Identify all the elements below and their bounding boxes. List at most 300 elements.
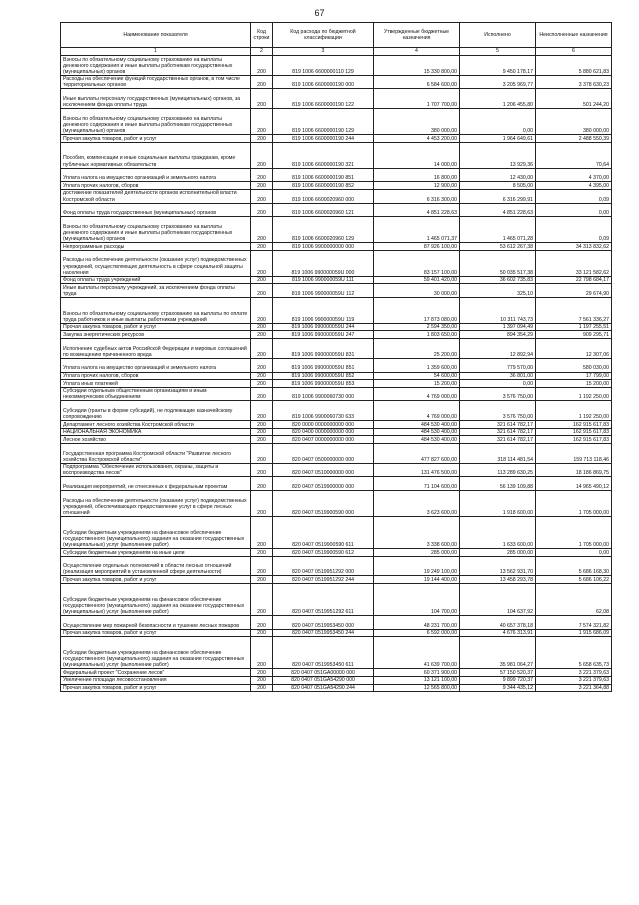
row-executed-cell: 1 964 649,61 xyxy=(460,135,536,143)
row-name-cell: Субсидии отдельным общественным организациям и иным некоммерческим объединениям xyxy=(61,387,251,401)
row-name-cell: Субсидии бюджетным учреждениям на финансовое обеспечение государственного (муниципального) задания на оказание государственных (муниципальных) услуг (выполнение работ) xyxy=(61,637,251,669)
table-row xyxy=(61,387,612,401)
row-unexecuted-cell: 5 658 635,73 xyxy=(536,637,612,669)
row-line-code-cell: 200 xyxy=(251,189,273,203)
row-executed-cell: 321 614 782,17 xyxy=(460,436,536,444)
row-executed-cell: 894 354,29 xyxy=(460,331,536,339)
table-row xyxy=(61,401,612,421)
row-executed-cell: 12 892,94 xyxy=(460,339,536,359)
row-executed-cell: 3 576 750,00 xyxy=(460,401,536,421)
row-approved-cell: 6 592 000,00 xyxy=(374,629,460,637)
row-approved-cell: 1 707 700,00 xyxy=(374,89,460,109)
row-line-code-cell: 200 xyxy=(251,109,273,135)
row-name-cell: Взносы по обязательному социальному страхованию на выплаты денежного содержания и иные выплаты работникам государственных (муниципальных) органов xyxy=(61,109,251,135)
row-budget-code-cell: 820 0407 051GA54290 244 xyxy=(273,684,374,692)
table-row xyxy=(61,331,612,339)
row-approved-cell: 484 530 400,00 xyxy=(374,436,460,444)
table-row xyxy=(61,203,612,217)
table-row xyxy=(61,549,612,557)
row-executed-cell: 1 918 600,00 xyxy=(460,491,536,517)
table-row xyxy=(61,576,612,584)
row-unexecuted-cell: 162 915 617,83 xyxy=(536,421,612,429)
row-executed-cell: 13 562 931,70 xyxy=(460,556,536,576)
row-budget-code-cell: 819 1006 990000059U 831 xyxy=(273,339,374,359)
table-row xyxy=(61,56,612,76)
row-line-code-cell: 200 xyxy=(251,629,273,637)
row-line-code-cell: 200 xyxy=(251,421,273,429)
table-row xyxy=(61,168,612,182)
row-executed-cell: 113 289 630,25 xyxy=(460,463,536,477)
table-row xyxy=(61,276,612,284)
table-row xyxy=(61,676,612,684)
row-budget-code-cell: 819 1006 9900060730 000 xyxy=(273,387,374,401)
column-index: 3 xyxy=(273,48,374,56)
row-budget-code-cell: 820 0407 051GA54290 000 xyxy=(273,676,374,684)
table-row xyxy=(61,109,612,135)
column-index: 2 xyxy=(251,48,273,56)
row-executed-cell: 50 035 517,38 xyxy=(460,250,536,276)
row-line-code-cell: 200 xyxy=(251,56,273,76)
page-number: 67 xyxy=(314,8,325,18)
row-budget-code-cell: 819 1006 990000059U 000 xyxy=(273,250,374,276)
row-executed-cell: 53 612 267,38 xyxy=(460,243,536,251)
row-name-cell: Расходы на обеспечение деятельности (оказание услуг) подведомственных учреждений, осуществляющих деятельность в сфере социальной защиты населения xyxy=(61,250,251,276)
row-line-code-cell: 200 xyxy=(251,75,273,89)
row-name-cell: Субсидии (гранты в форме субсидий), не подлежащие казначейскому сопровождению xyxy=(61,401,251,421)
row-name-cell: Взносы по обязательному социальному страхованию на выплаты денежного содержания и иные выплаты работникам государственных (муниципальных) органов xyxy=(61,56,251,76)
row-line-code-cell: 200 xyxy=(251,477,273,491)
budget-execution-table xyxy=(60,22,612,692)
table-row xyxy=(61,372,612,380)
row-line-code-cell: 200 xyxy=(251,250,273,276)
row-approved-cell: 59 401 420,00 xyxy=(374,276,460,284)
row-unexecuted-cell: 3 221 379,63 xyxy=(536,676,612,684)
row-executed-cell: 321 614 782,17 xyxy=(460,428,536,436)
row-budget-code-cell: 820 0407 0519951292 611 xyxy=(273,584,374,616)
table-row xyxy=(61,556,612,576)
row-name-cell: Осуществление отдельных полномочий в области лесных отношений (реализация мероприятий в установленной сфере деятельности) xyxy=(61,556,251,576)
row-budget-code-cell: 819 1006 6600000190 122 xyxy=(273,89,374,109)
row-approved-cell: 131 476 500,00 xyxy=(374,463,460,477)
row-unexecuted-cell: 5 880 621,83 xyxy=(536,56,612,76)
row-unexecuted-cell: 159 713 118,46 xyxy=(536,443,612,463)
column-index: 4 xyxy=(374,48,460,56)
row-unexecuted-cell: 4 370,00 xyxy=(536,168,612,182)
table-row xyxy=(61,584,612,616)
row-approved-cell: 19 249 100,00 xyxy=(374,556,460,576)
row-budget-code-cell: 820 0407 0519900590 000 xyxy=(273,491,374,517)
row-budget-code-cell: 819 1006 990000059U 247 xyxy=(273,331,374,339)
row-unexecuted-cell: 3 221 364,88 xyxy=(536,684,612,692)
row-line-code-cell: 200 xyxy=(251,463,273,477)
row-unexecuted-cell: 1 705 000,00 xyxy=(536,517,612,549)
row-unexecuted-cell: 0,09 xyxy=(536,217,612,243)
row-name-cell: Департамент лесного хозяйства Костромской области xyxy=(61,421,251,429)
row-name-cell: Прочая закупка товаров, работ и услуг xyxy=(61,135,251,143)
row-unexecuted-cell: 22 798 684,17 xyxy=(536,276,612,284)
row-line-code-cell: 200 xyxy=(251,436,273,444)
table-row xyxy=(61,182,612,190)
row-name-cell: Реализация мероприятий, не отнесенных к федеральным проектам xyxy=(61,477,251,491)
row-executed-cell: 1 206 455,80 xyxy=(460,89,536,109)
row-budget-code-cell: 819 1006 990000059U 851 xyxy=(273,358,374,372)
row-executed-cell: 285 000,00 xyxy=(460,549,536,557)
row-approved-cell: 12 900,00 xyxy=(374,182,460,190)
row-approved-cell: 285 000,00 xyxy=(374,549,460,557)
row-budget-code-cell: 820 0407 0519953450 611 xyxy=(273,637,374,669)
row-executed-cell: 36 801,00 xyxy=(460,372,536,380)
row-executed-cell: 321 614 782,17 xyxy=(460,421,536,429)
row-budget-code-cell: 820 0407 0519900590 611 xyxy=(273,517,374,549)
row-unexecuted-cell: 1 192 250,00 xyxy=(536,387,612,401)
row-line-code-cell: 200 xyxy=(251,387,273,401)
row-name-cell: Уплата прочих налогов, сборов xyxy=(61,182,251,190)
table-row xyxy=(61,629,612,637)
row-name-cell: Расходы на обеспечение деятельности (оказание услуг) подведомственных учреждений, обеспечивающих предоставление услуг в сфере лесных отношений xyxy=(61,491,251,517)
row-line-code-cell: 200 xyxy=(251,276,273,284)
row-budget-code-cell: 819 1006 990000059U 112 xyxy=(273,284,374,298)
row-approved-cell: 41 639 700,00 xyxy=(374,637,460,669)
table-header-row xyxy=(61,23,612,48)
row-name-cell: Осуществление мер пожарной безопасности и тушение лесных пожаров xyxy=(61,616,251,630)
table-row xyxy=(61,477,612,491)
row-executed-cell: 6 316 299,91 xyxy=(460,189,536,203)
row-unexecuted-cell: 3 221 379,63 xyxy=(536,669,612,677)
row-name-cell: Взносы по обязательному социальному страхованию на выплаты денежного содержания и иные выплаты работникам государственных (муниципальных) органов xyxy=(61,217,251,243)
row-approved-cell: 380 000,00 xyxy=(374,109,460,135)
row-name-cell: Расходы на обеспечение функций государственных органов, в том числе территориальных органов xyxy=(61,75,251,89)
row-approved-cell: 17 873 080,00 xyxy=(374,297,460,323)
row-approved-cell: 3 338 600,00 xyxy=(374,517,460,549)
row-executed-cell: 1 633 600,00 xyxy=(460,517,536,549)
row-budget-code-cell: 820 0407 0519953450 244 xyxy=(273,629,374,637)
row-unexecuted-cell: 380 000,00 xyxy=(536,109,612,135)
row-unexecuted-cell: 14 965 490,12 xyxy=(536,477,612,491)
row-approved-cell: 484 530 400,00 xyxy=(374,421,460,429)
table-row xyxy=(61,358,612,372)
row-unexecuted-cell: 5 686 106,22 xyxy=(536,576,612,584)
row-executed-cell: 13 929,36 xyxy=(460,142,536,168)
row-name-cell: Фонд оплаты труда государственных (муниципальных) органов xyxy=(61,203,251,217)
row-budget-code-cell: 820 0407 0510000000 000 xyxy=(273,463,374,477)
row-unexecuted-cell: 1 197 255,51 xyxy=(536,323,612,331)
row-unexecuted-cell: 580 030,00 xyxy=(536,358,612,372)
row-budget-code-cell: 819 1006 6600020960 000 xyxy=(273,189,374,203)
row-unexecuted-cell: 1 915 686,09 xyxy=(536,629,612,637)
row-executed-cell: 4 851 228,63 xyxy=(460,203,536,217)
row-approved-cell: 1 359 600,00 xyxy=(374,358,460,372)
row-budget-code-cell: 820 0407 0519951292 244 xyxy=(273,576,374,584)
row-line-code-cell: 200 xyxy=(251,669,273,677)
table-row xyxy=(61,669,612,677)
row-approved-cell: 83 157 100,00 xyxy=(374,250,460,276)
row-executed-cell: 36 602 735,83 xyxy=(460,276,536,284)
row-line-code-cell: 200 xyxy=(251,182,273,190)
table-row xyxy=(61,463,612,477)
row-approved-cell: 16 800,00 xyxy=(374,168,460,182)
row-unexecuted-cell: 17 799,00 xyxy=(536,372,612,380)
row-line-code-cell: 200 xyxy=(251,203,273,217)
row-name-cell: Иные выплаты персоналу государственных (муниципальных) органов, за исключением фонда оплаты труда xyxy=(61,89,251,109)
row-approved-cell: 4 769 000,00 xyxy=(374,387,460,401)
column-index: 1 xyxy=(61,48,251,56)
header-indicator-name: Наименование показателя xyxy=(61,23,251,48)
table-row xyxy=(61,217,612,243)
row-budget-code-cell: 820 0407 0500000000 000 xyxy=(273,443,374,463)
row-budget-code-cell: 820 0400 0000000000 000 xyxy=(273,428,374,436)
table-row xyxy=(61,616,612,630)
row-executed-cell: 10 311 743,73 xyxy=(460,297,536,323)
row-unexecuted-cell: 5 686 168,30 xyxy=(536,556,612,576)
table-row xyxy=(61,89,612,109)
row-executed-cell: 56 139 109,88 xyxy=(460,477,536,491)
row-approved-cell: 2 594 350,00 xyxy=(374,323,460,331)
table-row xyxy=(61,443,612,463)
row-approved-cell: 13 121 100,00 xyxy=(374,676,460,684)
row-unexecuted-cell: 2 488 550,39 xyxy=(536,135,612,143)
row-approved-cell: 48 231 700,00 xyxy=(374,616,460,630)
row-executed-cell: 318 114 481,54 xyxy=(460,443,536,463)
row-line-code-cell: 200 xyxy=(251,443,273,463)
row-line-code-cell: 200 xyxy=(251,428,273,436)
row-name-cell: Закупка энергетических ресурсов xyxy=(61,331,251,339)
row-budget-code-cell: 819 1006 6600000190 129 xyxy=(273,109,374,135)
row-line-code-cell: 200 xyxy=(251,142,273,168)
row-line-code-cell: 200 xyxy=(251,491,273,517)
row-budget-code-cell: 819 1006 9900060730 633 xyxy=(273,401,374,421)
row-approved-cell: 1 465 071,37 xyxy=(374,217,460,243)
row-budget-code-cell: 820 0407 0519951292 000 xyxy=(273,556,374,576)
table-row xyxy=(61,436,612,444)
row-budget-code-cell: 819 1006 6600020960 129 xyxy=(273,217,374,243)
row-approved-cell: 484 530 400,00 xyxy=(374,428,460,436)
table-row xyxy=(61,135,612,143)
row-line-code-cell: 200 xyxy=(251,89,273,109)
row-executed-cell: 35 981 064,27 xyxy=(460,637,536,669)
row-line-code-cell: 200 xyxy=(251,616,273,630)
table-row xyxy=(61,284,612,298)
row-executed-cell: 1 465 071,28 xyxy=(460,217,536,243)
row-unexecuted-cell: 0,09 xyxy=(536,189,612,203)
table-row xyxy=(61,380,612,388)
row-budget-code-cell: 820 0407 0519953450 000 xyxy=(273,616,374,630)
row-name-cell: Подпрограмма "Обеспечение использования, охраны, защиты и воспроизводства лесов" xyxy=(61,463,251,477)
row-budget-code-cell: 819 1006 6600000190 321 xyxy=(273,142,374,168)
table-row xyxy=(61,243,612,251)
row-approved-cell: 15 330 800,00 xyxy=(374,56,460,76)
row-executed-cell: 9 450 178,17 xyxy=(460,56,536,76)
row-unexecuted-cell: 501 244,20 xyxy=(536,89,612,109)
row-line-code-cell: 200 xyxy=(251,684,273,692)
row-name-cell: Субсидии бюджетным учреждениям на финансовое обеспечение государственного (муниципального) задания на оказание государственных (муниципальных) услуг (выполнение работ) xyxy=(61,517,251,549)
row-approved-cell: 4 769 000,00 xyxy=(374,401,460,421)
row-name-cell: Прочая закупка товаров, работ и услуг xyxy=(61,684,251,692)
row-executed-cell: 325,10 xyxy=(460,284,536,298)
row-executed-cell: 9 344 435,12 xyxy=(460,684,536,692)
row-line-code-cell: 200 xyxy=(251,284,273,298)
row-line-code-cell: 200 xyxy=(251,339,273,359)
row-line-code-cell: 200 xyxy=(251,323,273,331)
row-name-cell: НАЦИОНАЛЬНАЯ ЭКОНОМИКА xyxy=(61,428,251,436)
row-approved-cell: 30 000,00 xyxy=(374,284,460,298)
row-line-code-cell: 200 xyxy=(251,380,273,388)
row-budget-code-cell: 819 1006 6600000190 244 xyxy=(273,135,374,143)
row-name-cell: Прочая закупка товаров, работ и услуг xyxy=(61,323,251,331)
table-row xyxy=(61,142,612,168)
row-name-cell: Субсидии бюджетным учреждениям на иные цели xyxy=(61,549,251,557)
row-executed-cell: 57 150 520,37 xyxy=(460,669,536,677)
row-unexecuted-cell: 1 705 000,00 xyxy=(536,491,612,517)
row-line-code-cell: 200 xyxy=(251,297,273,323)
row-unexecuted-cell: 4 395,00 xyxy=(536,182,612,190)
row-line-code-cell: 200 xyxy=(251,358,273,372)
row-unexecuted-cell: 0,00 xyxy=(536,203,612,217)
row-unexecuted-cell: 1 192 250,00 xyxy=(536,401,612,421)
row-budget-code-cell: 819 1006 9900000000 000 xyxy=(273,243,374,251)
row-unexecuted-cell: 33 121 582,62 xyxy=(536,250,612,276)
row-line-code-cell: 200 xyxy=(251,584,273,616)
row-approved-cell: 25 200,00 xyxy=(374,339,460,359)
row-approved-cell: 60 371 900,00 xyxy=(374,669,460,677)
row-name-cell: Лесное хозяйство xyxy=(61,436,251,444)
table-row xyxy=(61,189,612,203)
table-row xyxy=(61,323,612,331)
row-name-cell: Пособия, компенсации и иные социальные выплаты гражданам, кроме публичных нормативных обязательств xyxy=(61,142,251,168)
row-name-cell: Уплата налога на имущество организаций и земельного налога xyxy=(61,168,251,182)
row-line-code-cell: 200 xyxy=(251,168,273,182)
column-index-row xyxy=(61,48,612,56)
column-index: 6 xyxy=(536,48,612,56)
row-approved-cell: 6 316 300,00 xyxy=(374,189,460,203)
row-executed-cell: 9 899 720,37 xyxy=(460,676,536,684)
row-budget-code-cell: 819 1006 6600000190 852 xyxy=(273,182,374,190)
row-unexecuted-cell: 70,64 xyxy=(536,142,612,168)
row-line-code-cell: 200 xyxy=(251,517,273,549)
row-budget-code-cell: 819 1006 990000059U 244 xyxy=(273,323,374,331)
row-unexecuted-cell: 29 674,90 xyxy=(536,284,612,298)
row-budget-code-cell: 819 1006 6600000190 000 xyxy=(273,75,374,89)
row-budget-code-cell: 820 0407 051GA00000 000 xyxy=(273,669,374,677)
row-name-cell: Увеличение площади лесовосстановления xyxy=(61,676,251,684)
row-unexecuted-cell: 62,08 xyxy=(536,584,612,616)
header-budget-code: Код расхода по бюджетной классификации xyxy=(273,23,374,48)
row-budget-code-cell: 820 0407 0519900590 612 xyxy=(273,549,374,557)
row-unexecuted-cell: 34 313 832,62 xyxy=(536,243,612,251)
row-approved-cell: 54 600,00 xyxy=(374,372,460,380)
row-name-cell: Прочая закупка товаров, работ и услуг xyxy=(61,576,251,584)
row-budget-code-cell: 819 1006 990000059U 119 xyxy=(273,297,374,323)
row-line-code-cell: 200 xyxy=(251,135,273,143)
row-approved-cell: 14 000,00 xyxy=(374,142,460,168)
row-unexecuted-cell: 7 561 336,27 xyxy=(536,297,612,323)
column-index: 5 xyxy=(460,48,536,56)
row-budget-code-cell: 819 1006 6600020960 121 xyxy=(273,203,374,217)
row-budget-code-cell: 820 0407 0519900000 000 xyxy=(273,477,374,491)
row-name-cell: Непрограммные расходы xyxy=(61,243,251,251)
row-approved-cell: 4 453 200,00 xyxy=(374,135,460,143)
table-row xyxy=(61,339,612,359)
table-row xyxy=(61,297,612,323)
row-budget-code-cell: 819 1006 990000059U 853 xyxy=(273,380,374,388)
row-line-code-cell: 200 xyxy=(251,217,273,243)
row-budget-code-cell: 820 0000 0000000000 000 xyxy=(273,421,374,429)
row-unexecuted-cell: 909 295,71 xyxy=(536,331,612,339)
row-line-code-cell: 200 xyxy=(251,243,273,251)
row-executed-cell: 3 576 750,00 xyxy=(460,387,536,401)
row-approved-cell: 19 144 400,00 xyxy=(374,576,460,584)
row-line-code-cell: 200 xyxy=(251,401,273,421)
row-executed-cell: 0,00 xyxy=(460,109,536,135)
row-name-cell: Взносы по обязательному социальному страхованию на выплаты по оплате труда работников и иные выплаты работникам учреждений xyxy=(61,297,251,323)
row-budget-code-cell: 820 0407 0000000000 000 xyxy=(273,436,374,444)
row-name-cell: Уплата налога на имущество организаций и земельного налога xyxy=(61,358,251,372)
header-executed: Исполнено xyxy=(460,23,536,48)
row-budget-code-cell: 819 1006 6600000110 129 xyxy=(273,56,374,76)
header-line-code: Код строки xyxy=(251,23,273,48)
row-approved-cell: 12 565 800,00 xyxy=(374,684,460,692)
row-name-cell: достижение показателей деятельности органов исполнительной власти Костромской области xyxy=(61,189,251,203)
row-name-cell: Субсидии бюджетным учреждениям на финансовое обеспечение государственного (муниципального) задания на оказание государственных (муниципальных) услуг (выполнение работ) xyxy=(61,584,251,616)
row-approved-cell: 477 827 600,00 xyxy=(374,443,460,463)
row-approved-cell: 6 584 600,00 xyxy=(374,75,460,89)
table-row xyxy=(61,421,612,429)
row-line-code-cell: 200 xyxy=(251,676,273,684)
row-unexecuted-cell: 162 915 617,83 xyxy=(536,428,612,436)
table-row xyxy=(61,684,612,692)
row-approved-cell: 87 926 100,00 xyxy=(374,243,460,251)
row-unexecuted-cell: 7 574 321,82 xyxy=(536,616,612,630)
table-row xyxy=(61,517,612,549)
header-unexecuted: Неисполненные назначения xyxy=(536,23,612,48)
row-executed-cell: 779 570,00 xyxy=(460,358,536,372)
row-approved-cell: 71 104 600,00 xyxy=(374,477,460,491)
table-row xyxy=(61,250,612,276)
row-line-code-cell: 200 xyxy=(251,372,273,380)
header-approved: Утвержденные бюджетные назначения xyxy=(374,23,460,48)
row-budget-code-cell: 819 1006 990000059U 111 xyxy=(273,276,374,284)
row-unexecuted-cell: 15 200,00 xyxy=(536,380,612,388)
row-executed-cell: 40 657 378,18 xyxy=(460,616,536,630)
row-line-code-cell: 200 xyxy=(251,576,273,584)
row-name-cell: Фонд оплаты труда учреждений xyxy=(61,276,251,284)
row-name-cell: Исполнение судебных актов Российской Федерации и мировых соглашений по возмещению причиненного вреда xyxy=(61,339,251,359)
table-row xyxy=(61,637,612,669)
row-name-cell: Уплата иных платежей xyxy=(61,380,251,388)
row-name-cell: Государственная программа Костромской области "Развитие лесного хозяйства Костромской области" xyxy=(61,443,251,463)
row-approved-cell: 104 700,00 xyxy=(374,584,460,616)
table-row xyxy=(61,75,612,89)
row-executed-cell: 1 397 094,49 xyxy=(460,323,536,331)
row-approved-cell: 1 803 650,00 xyxy=(374,331,460,339)
row-executed-cell: 13 458 293,78 xyxy=(460,576,536,584)
row-executed-cell: 8 505,00 xyxy=(460,182,536,190)
row-unexecuted-cell: 162 915 617,83 xyxy=(536,436,612,444)
table-row xyxy=(61,491,612,517)
row-executed-cell: 0,00 xyxy=(460,380,536,388)
row-executed-cell: 4 676 313,91 xyxy=(460,629,536,637)
row-line-code-cell: 200 xyxy=(251,331,273,339)
row-name-cell: Прочая закупка товаров, работ и услуг xyxy=(61,629,251,637)
row-approved-cell: 15 200,00 xyxy=(374,380,460,388)
row-name-cell: Иные выплаты персоналу учреждений, за исключением фонда оплаты труда xyxy=(61,284,251,298)
row-name-cell: Федеральный проект "Сохранение лесов" xyxy=(61,669,251,677)
row-unexecuted-cell: 0,00 xyxy=(536,549,612,557)
row-approved-cell: 3 623 600,00 xyxy=(374,491,460,517)
row-unexecuted-cell: 3 378 630,23 xyxy=(536,75,612,89)
row-name-cell: Уплата прочих налогов, сборов xyxy=(61,372,251,380)
row-line-code-cell: 200 xyxy=(251,549,273,557)
row-executed-cell: 104 637,92 xyxy=(460,584,536,616)
